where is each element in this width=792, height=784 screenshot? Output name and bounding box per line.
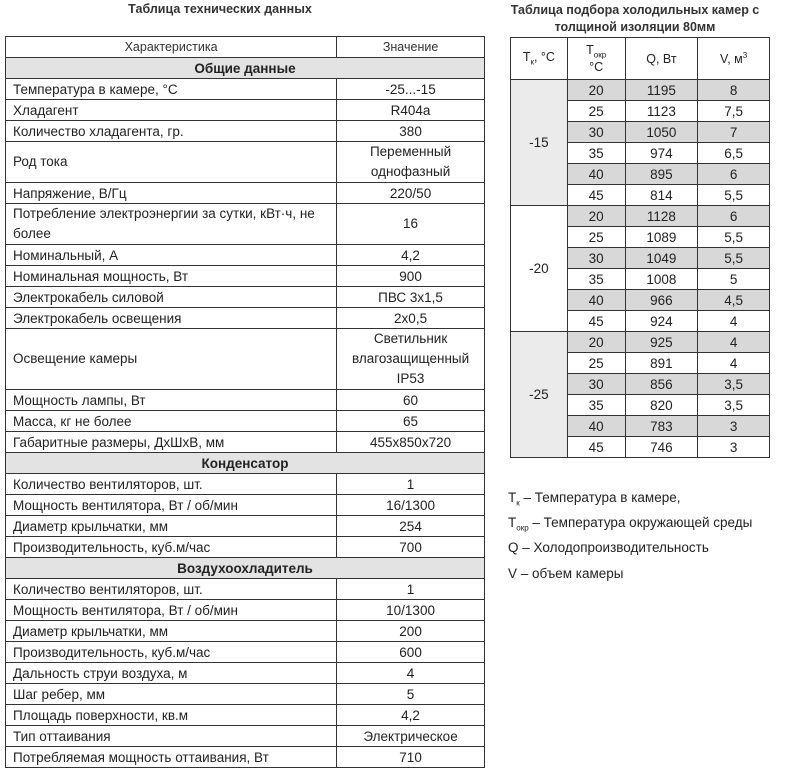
legend-item: $T_{окр}$ – Температура окружающей среды [508, 515, 753, 533]
table-row [6, 663, 485, 684]
cell-q: 1049 [625, 248, 698, 269]
cell-tokr: 30 [567, 122, 625, 143]
row-value: 5 [337, 684, 485, 705]
row-value: ПВС 3х1,5 [337, 287, 485, 308]
cell-tokr: 35 [567, 269, 625, 290]
row-key: Площадь поверхности, кв.м [6, 705, 337, 726]
row-value: 900 [337, 266, 485, 287]
table-row [6, 516, 485, 537]
table-row [6, 537, 485, 558]
row-key: Хладагент [6, 100, 337, 121]
cell-v: 4 [698, 353, 770, 374]
cell-q: 746 [625, 437, 698, 458]
table-row [6, 245, 485, 266]
table-row [511, 80, 770, 101]
header-tk: $T_к$, °С [511, 38, 568, 80]
cell-q: 924 [625, 311, 698, 332]
cell-q: 895 [625, 164, 698, 185]
cell-q: 891 [625, 353, 698, 374]
row-value: 600 [337, 642, 485, 663]
selection-table-title: Таблица подбора холодильных камер с толщиной изоляции 80мм [510, 3, 760, 34]
table-row [6, 684, 485, 705]
legend [508, 488, 778, 589]
row-key: Шаг ребер, мм [6, 684, 337, 705]
cell-v: 5,5 [698, 248, 770, 269]
row-value: 254 [337, 516, 485, 537]
section-header [6, 558, 485, 579]
row-key: Напряжение, В/Гц [6, 183, 337, 204]
cell-tokr: 45 [567, 437, 625, 458]
cell-v: 7 [698, 122, 770, 143]
row-key: Мощность вентилятора, Вт / об/мин [6, 495, 337, 516]
row-value: 710 [337, 747, 485, 768]
row-value: 10/1300 [337, 600, 485, 621]
row-value: 4 [337, 663, 485, 684]
cell-v: 4 [698, 311, 770, 332]
table-row [6, 329, 485, 390]
section-title: Воздухоохладитель [6, 558, 485, 579]
header-q: Q, Вт [625, 38, 698, 80]
table-row [6, 287, 485, 308]
row-key: Количество вентиляторов, шт. [6, 474, 337, 495]
cell-v: 6 [698, 164, 770, 185]
cell-q: 1123 [625, 101, 698, 122]
row-value: 200 [337, 621, 485, 642]
row-key: Электрокабель освещения [6, 308, 337, 329]
cell-tokr: 25 [567, 101, 625, 122]
cell-v: 3,5 [698, 374, 770, 395]
legend-item: V – объем камеры [508, 565, 624, 581]
section-title: Общие данные [6, 58, 485, 79]
row-key: Мощность вентилятора, Вт / об/мин [6, 600, 337, 621]
row-key: Освещение камеры [6, 329, 337, 390]
cell-tokr: 35 [567, 143, 625, 164]
cell-v: 5,5 [698, 227, 770, 248]
group-tk: -15 [511, 80, 568, 206]
section-header [6, 58, 485, 79]
row-key: Потребление электроэнергии за сутки, кВт·ч, не более [6, 204, 337, 245]
row-value: R404a [337, 100, 485, 121]
cell-tokr: 25 [567, 353, 625, 374]
header-key: Характеристика [6, 37, 337, 58]
table-row [6, 100, 485, 121]
legend-item: $T_к$ – Температура в камере, [508, 490, 681, 508]
cell-v: 3 [698, 437, 770, 458]
row-key: Тип оттаивания [6, 726, 337, 747]
cell-v: 6,5 [698, 143, 770, 164]
row-key: Род тока [6, 142, 337, 183]
cell-v: 7,5 [698, 101, 770, 122]
table-row [511, 332, 770, 353]
cell-v: 3 [698, 416, 770, 437]
row-key: Мощность лампы, Вт [6, 390, 337, 411]
cell-q: 814 [625, 185, 698, 206]
cell-v: 5,5 [698, 185, 770, 206]
row-key: Производительность, куб.м/час [6, 537, 337, 558]
cell-q: 1008 [625, 269, 698, 290]
table-row [6, 121, 485, 142]
cell-v: 4,5 [698, 290, 770, 311]
cell-v: 6 [698, 206, 770, 227]
row-value: 455х850х720 [337, 432, 485, 453]
table-row [6, 183, 485, 204]
section-title: Конденсатор [6, 453, 485, 474]
row-key: Диаметр крыльчатки, мм [6, 621, 337, 642]
tech-table-title: Таблица технических данных [128, 2, 312, 16]
row-value: 65 [337, 411, 485, 432]
group-tk: -20 [511, 206, 568, 332]
row-key: Количество хладагента, гр. [6, 121, 337, 142]
row-value: -25...-15 [337, 79, 485, 100]
row-key: Потребляемая мощность оттаивания, Вт [6, 747, 337, 768]
header-v: V, $м^3$ [698, 38, 770, 80]
cell-tokr: 20 [567, 206, 625, 227]
row-key: Номинальная мощность, Вт [6, 266, 337, 287]
table-row [6, 390, 485, 411]
tech-data-table [5, 36, 485, 768]
table-row [6, 642, 485, 663]
group-tk: -25 [511, 332, 568, 458]
cell-v: 4 [698, 332, 770, 353]
cell-v: 3,5 [698, 395, 770, 416]
table-row [6, 79, 485, 100]
table-row [6, 474, 485, 495]
selection-table [510, 37, 770, 458]
cell-v: 8 [698, 80, 770, 101]
row-key: Диаметр крыльчатки, мм [6, 516, 337, 537]
cell-q: 1195 [625, 80, 698, 101]
row-value: 1 [337, 474, 485, 495]
table-row [6, 204, 485, 245]
cell-v: 5 [698, 269, 770, 290]
cell-q: 1089 [625, 227, 698, 248]
cell-q: 974 [625, 143, 698, 164]
row-key: Габаритные размеры, ДхШхВ, мм [6, 432, 337, 453]
cell-tokr: 20 [567, 80, 625, 101]
table-row [511, 206, 770, 227]
header-tokr: $T_{окр}$ °С [567, 38, 625, 80]
table-row [6, 495, 485, 516]
cell-tokr: 40 [567, 416, 625, 437]
row-value: Переменный однофазный [337, 142, 485, 183]
table-row [6, 308, 485, 329]
row-value: Электрическое [337, 726, 485, 747]
row-key: Дальность струи воздуха, м [6, 663, 337, 684]
row-value: 4,2 [337, 705, 485, 726]
row-value: 4,2 [337, 245, 485, 266]
row-key: Температура в камере, °С [6, 79, 337, 100]
row-value: 700 [337, 537, 485, 558]
row-key: Масса, кг не более [6, 411, 337, 432]
table-row [6, 747, 485, 768]
row-value: 16/1300 [337, 495, 485, 516]
cell-tokr: 30 [567, 374, 625, 395]
row-value: Светильник влагозащищенный IP53 [337, 329, 485, 390]
table-row [6, 411, 485, 432]
section-header [6, 453, 485, 474]
cell-tokr: 20 [567, 332, 625, 353]
row-value: 2х0,5 [337, 308, 485, 329]
cell-q: 783 [625, 416, 698, 437]
header-value: Значение [337, 37, 485, 58]
cell-q: 856 [625, 374, 698, 395]
cell-q: 966 [625, 290, 698, 311]
cell-tokr: 40 [567, 290, 625, 311]
cell-tokr: 45 [567, 185, 625, 206]
cell-tokr: 30 [567, 248, 625, 269]
cell-q: 1050 [625, 122, 698, 143]
cell-tokr: 25 [567, 227, 625, 248]
cell-q: 820 [625, 395, 698, 416]
row-key: Производительность, куб.м/час [6, 642, 337, 663]
row-value: 380 [337, 121, 485, 142]
table-row [6, 621, 485, 642]
row-value: 16 [337, 204, 485, 245]
table-row [6, 600, 485, 621]
cell-tokr: 45 [567, 311, 625, 332]
table-row [6, 432, 485, 453]
cell-tokr: 40 [567, 164, 625, 185]
row-value: 1 [337, 579, 485, 600]
row-value: 220/50 [337, 183, 485, 204]
table-row [6, 142, 485, 183]
table-row [6, 705, 485, 726]
table-row [6, 579, 485, 600]
row-key: Номинальный, А [6, 245, 337, 266]
table-row [6, 726, 485, 747]
cell-tokr: 35 [567, 395, 625, 416]
cell-q: 1128 [625, 206, 698, 227]
legend-item: Q – Холодопроизводительность [508, 540, 709, 556]
row-key: Электрокабель силовой [6, 287, 337, 308]
row-key: Количество вентиляторов, шт. [6, 579, 337, 600]
row-value: 60 [337, 390, 485, 411]
table-row [6, 266, 485, 287]
cell-q: 925 [625, 332, 698, 353]
